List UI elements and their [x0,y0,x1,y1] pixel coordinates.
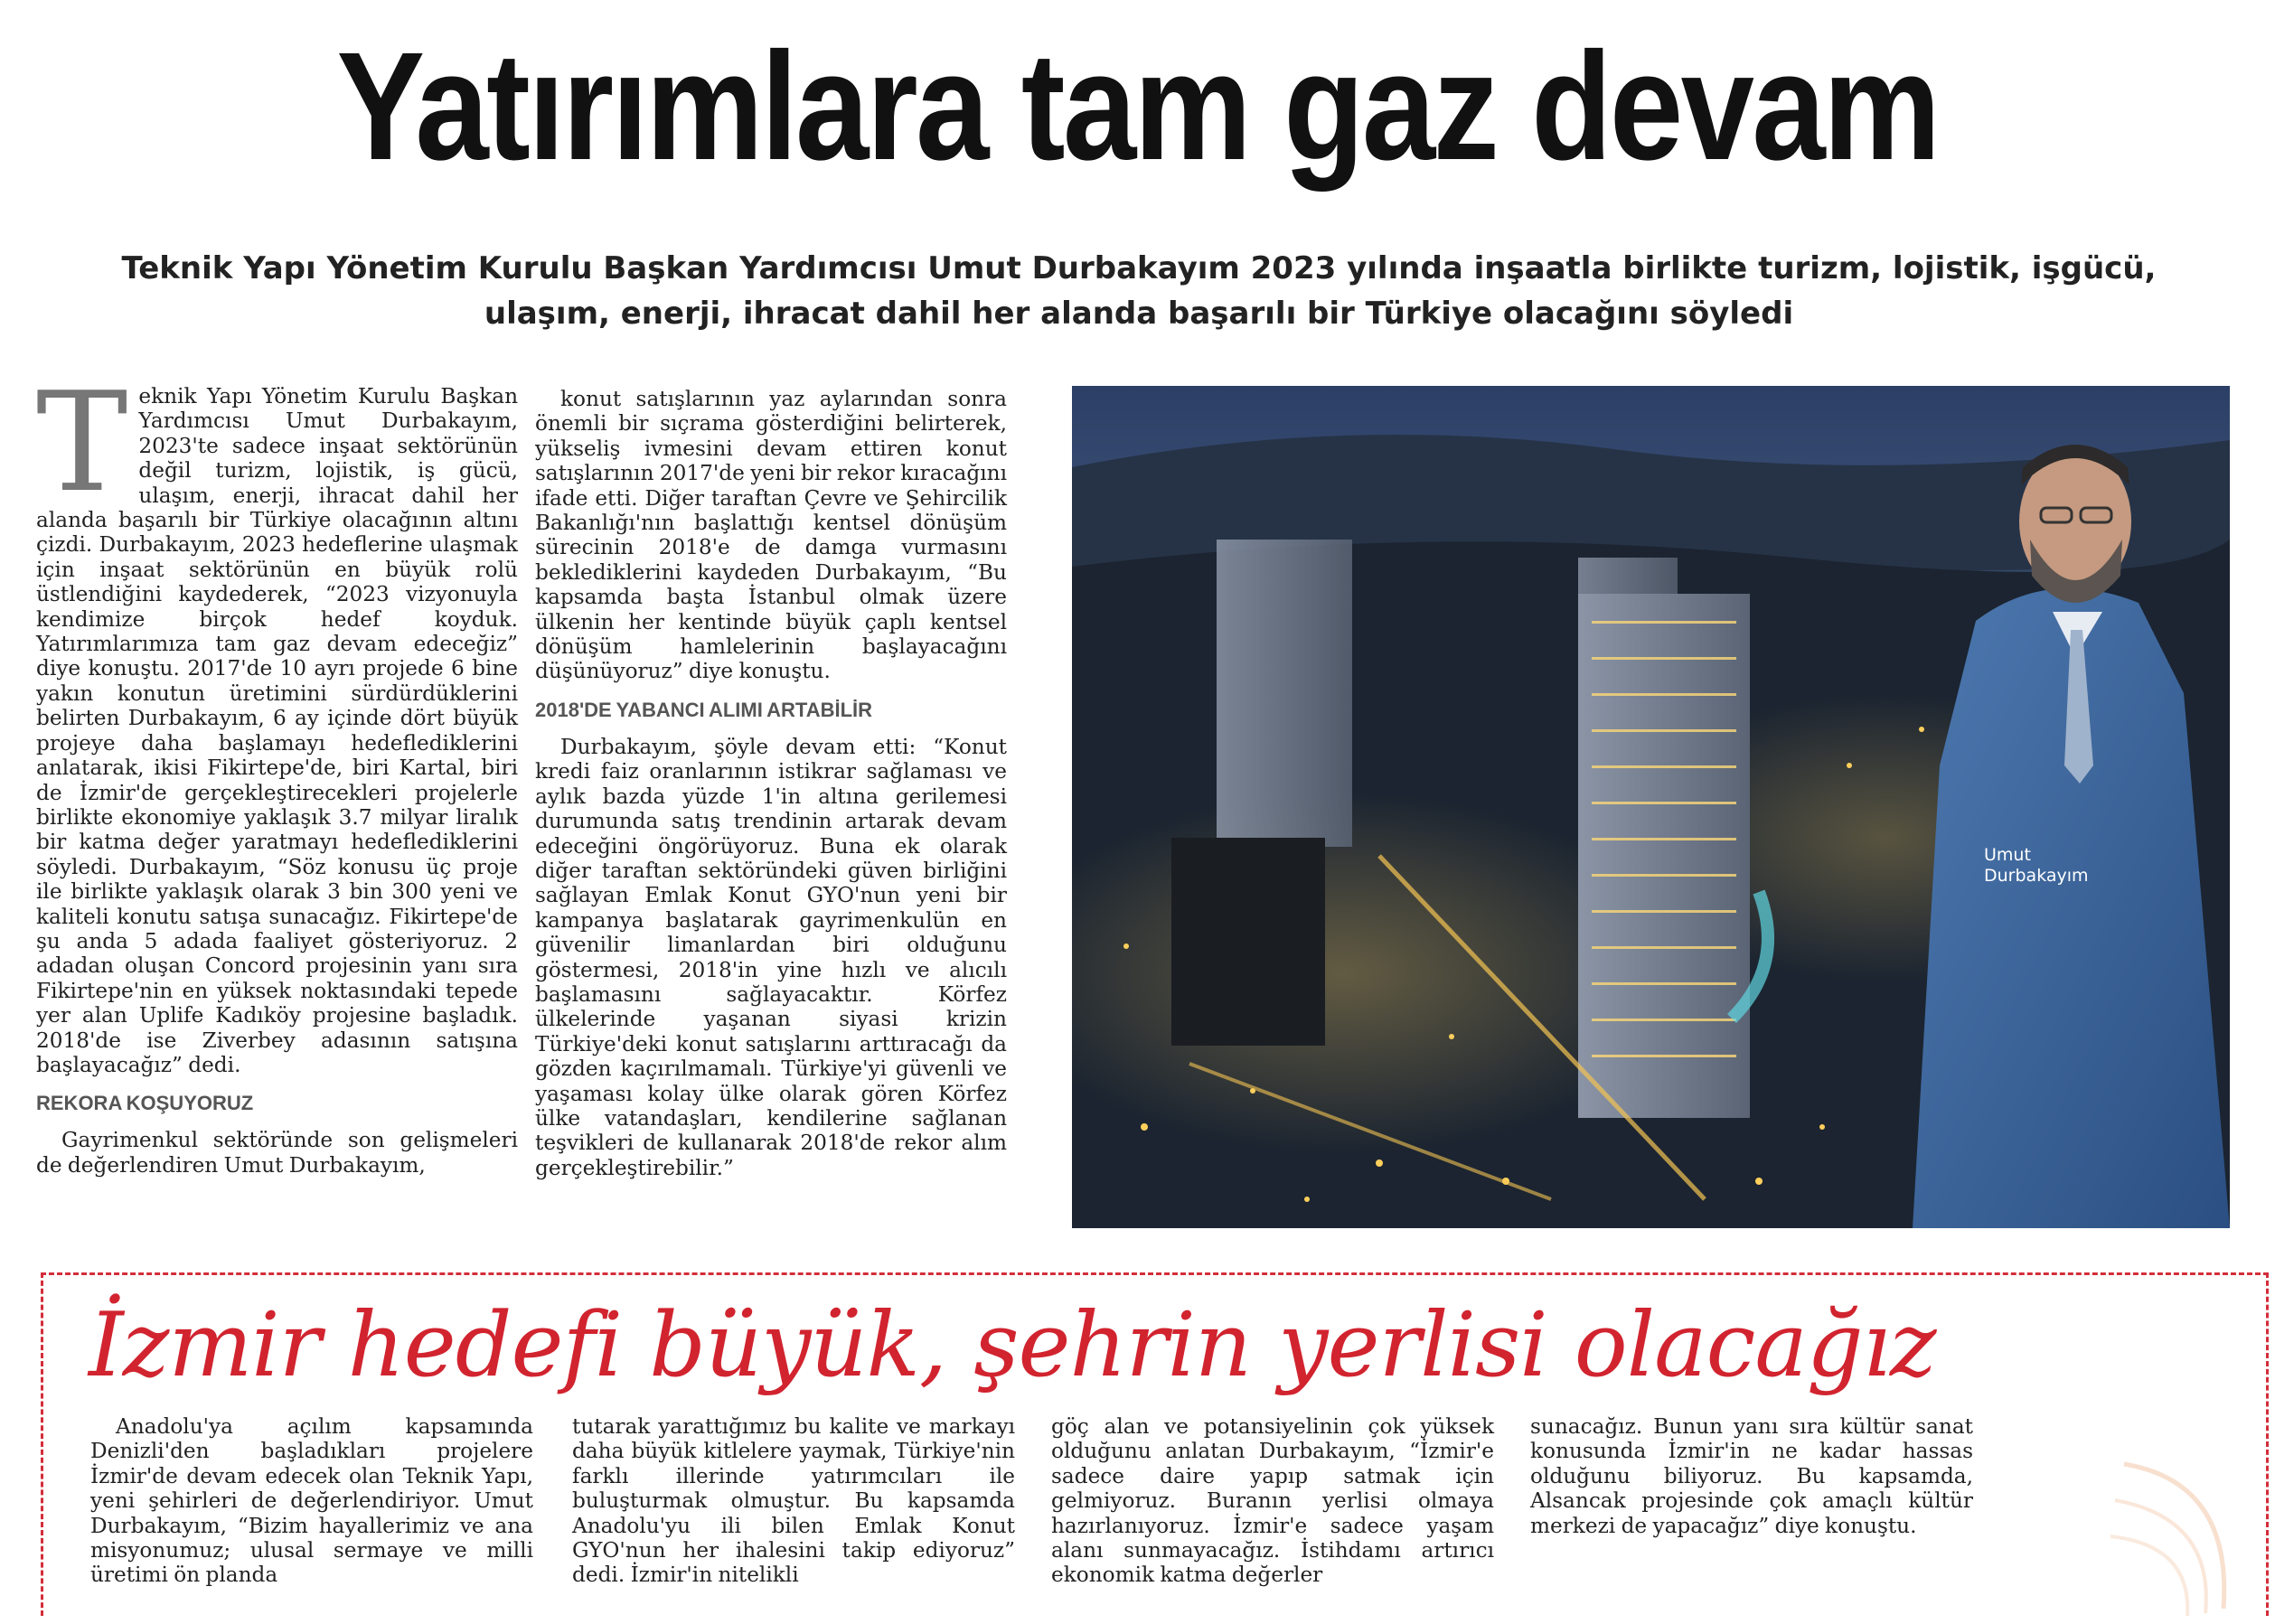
caption-line-2: Durbakayım [1984,866,2089,886]
deck-line-2: ulaşım, enerji, ihracat dahil her alanda başarılı bir Türkiye olacağını söyledi [484,296,1794,332]
subhead-yabanci: 2018'DE YABANCI ALIMI ARTABİLİR [535,698,873,721]
deck [108,246,2169,336]
photo-caption [1984,845,2089,887]
article-paragraph-1: eknik Yapı Yönetim Kurulu Başkan Yardımcısı Umut Durbakayım, 2023'te sadece inşaat sektörünün değil turizm, lojistik, iş gücü, ulaşım, enerji, ihracat dahil her alanda başarılı bir Türkiye olacağının altını çizdi. Durbakayım, 2023 hedeflerine ulaşmak için inşaat sektörünün en büyük rolü üstlendiğini kaydederek, “2023 vizyonuyla kendimize birçok hedef koyduk. Yatırımlarımıza tam gaz devam edeceğiz” diye konuştu. 2017'de 10 ayrı projede 6 bine yakın konutun üretimini sürdürdüklerini belirten Durbakayım, 6 ay içinde dört büyük projeye daha başlamayı hedeflediklerini anlatarak, ikisi Fikirtepe'de, biri Kartal, biri de İzmir'de gerçekleştirecekleri projelerle birlikte ekonomiye yaklaşık 3.7 milyar liralık bir katma değer yaratmayı hedeflediklerini söyledi. Durbakayım, “Söz konusu üç proje ile birlikte yaklaşık olarak 3 bin 300 yeni ve kaliteli konutu satışa sunacağız. Fikirtepe'de şu anda 5 adada faaliyet gösteriyoruz. 2 adadan oluşan Concord projesinin yanı sıra Fikirtepe'nin en yüksek noktasındaki tepede yer alan Uplife Kadıköy projesine başladık. 2018'de ise Ziverbey adasının satışına başlayacağız” dedi. [36,384,518,1077]
section-column-4 [1530,1414,1973,1538]
headline: Yatırımlara tam gaz devam [336,21,1939,192]
article-column-1 [36,362,518,1178]
section-column-1 [90,1414,533,1588]
city-night-photo [1072,386,2230,1228]
section-column-3 [1051,1414,1494,1588]
deck-line-1: Teknik Yapı Yönetim Kurulu Başkan Yardımcısı Umut Durbakayım 2023 yılında inşaatla birlikte turizm, lojistik, işgücü, [121,250,2157,286]
section-paragraph-2: tutarak yarattığımız bu kalite ve markayı daha büyük kitlelere yaymak, Türkiye'nin farklı illerinde yatırımcıları ile buluşturmak olmuştur. Bu kapsamda Anadolu'yu ili bilen Emlak Konut GYO'nun her ihalesini takip ediyoruz” dedi. İzmir'in nitelikli [572,1414,1015,1588]
section-headline: İzmir hedefi büyük, şehrin yerlisi olacağız [89,1294,1936,1397]
caption-line-1: Umut [1984,845,2031,865]
article-paragraph-4: Durbakayım, şöyle devam etti: “Konut kredi faiz oranlarının istikrar sağlaması ve aylık bazda yüzde 1'in altına gerilemesi durumunda satış trendinin artarak devam edeceğini öngörüyoruz. Buna ek olarak diğer taraftan sektöründeki güven birliğini sağlayan Emlak Konut GYO'nun yeni bir kampanya başlatarak gayrimenkulün en güvenilir limanlardan biri olduğunu göstermesi, 2018'in yine hızlı ve alıcılı başlamasını sağlayacaktır. Körfez ülkelerinde yaşanan siyasi krizin Türkiye'deki konut satışlarını arttıracağı da gözden kaçırılmamalı. Türkiye'yi güvenli ve yaşaması kolay ülke olarak gören Körfez ülke vatandaşları, kendilerine sağlanan teşvikleri de kullanarak 2018'de rekor alım gerçekleştirebilir.” [535,734,1007,1180]
section-column-2 [572,1414,1015,1588]
section-paragraph-3: göç alan ve potansiyelinin çok yüksek olduğunu anlatan Durbakayım, “İzmir'e sadece daire yapıp satmak için gelmiyoruz. Buranın yerlisi olmaya hazırlanıyoruz. İzmir'e sadece yaşam alanı sunmayacağız. İstihdamı artırıcı ekonomik katma değerler [1051,1414,1494,1588]
article-paragraph-3: konut satışlarının yaz aylarından sonra önemli bir sıçrama gösterdiğini belirterek, yükseliş ivmesini devam ettiren konut satışlarının 2017'de yeni bir rekor kıracağını ifade etti. Diğer taraftan Çevre ve Şehircilik Bakanlığı'nın başlattığı kentsel dönüşüm sürecinin 2018'e de damga vurmasını beklediklerini kaydeden Durbakayım, “Bu kapsamda başta İstanbul olmak üzere ülkenin her kentinde büyük çaplı kentsel dönüşüm hamlelerinin başlayacağını düşünüyoruz” diye konuştu. [535,387,1007,684]
drop-cap: T [36,362,128,522]
article-paragraph-2: Gayrimenkul sektöründe son gelişmeleri de değerlendiren Umut Durbakayım, [36,1128,518,1178]
subhead-rekora: REKORA KOŞUYORUZ [36,1092,254,1115]
photo-illustration [1072,386,2230,1228]
section-paragraph-1: Anadolu'ya açılım kapsamında Denizli'den başladıkları projelere İzmir'de devam edecek olan Teknik Yapı, yeni şehirleri de değerlendiriyor. Umut Durbakayım, “Bizim hayallerimiz ve ana misyonumuz; ulusal sermaye ve milli üretimi ön planda [90,1414,533,1588]
section-paragraph-4: sunacağız. Bunun yanı sıra kültür sanat konusunda İzmir'in ne kadar hassas olduğunu biliyoruz. Bu kapsamda, Alsancak projesinde çok amaçlı kültür merkezi de yapacağız” diye konuştu. [1530,1414,1973,1538]
decorative-swoosh-icon [2106,1446,2251,1618]
article-column-2 [535,387,1007,1180]
